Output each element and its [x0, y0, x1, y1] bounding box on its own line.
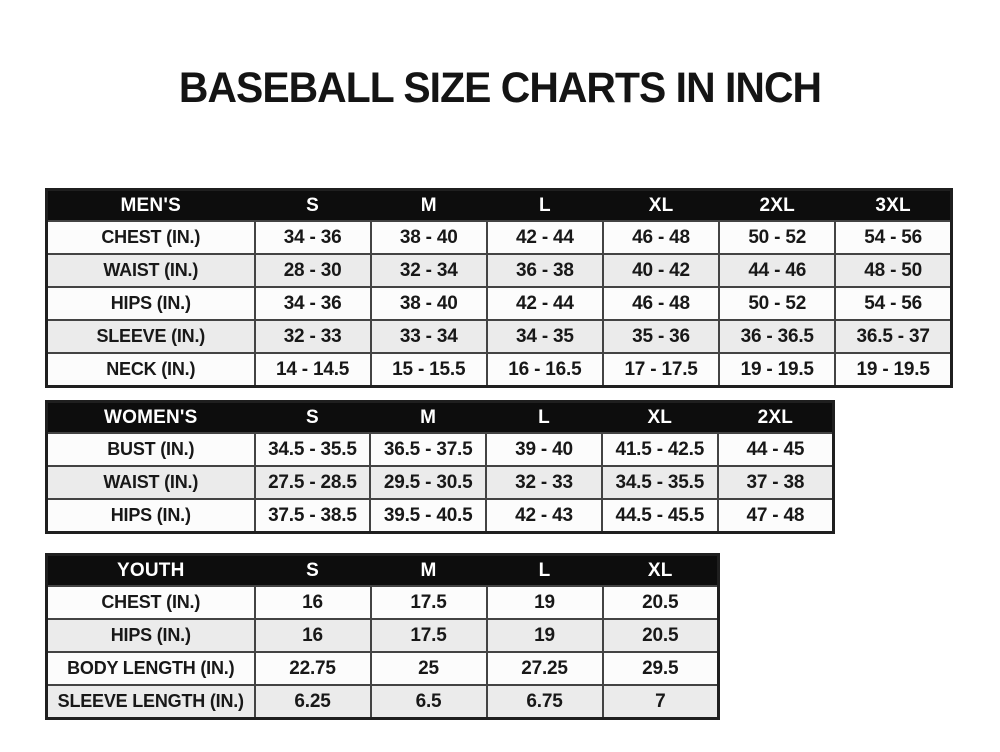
size-value-cell: 17 - 17.5	[603, 353, 719, 387]
table-row	[47, 221, 952, 254]
size-column-header: L	[487, 555, 603, 587]
measurement-label-cell: WAIST (IN.)	[47, 254, 255, 287]
size-value-cell: 38 - 40	[371, 221, 487, 254]
size-value-cell: 19 - 19.5	[719, 353, 835, 387]
size-value-cell: 16	[255, 586, 371, 619]
table-row	[47, 353, 952, 387]
size-value-cell: 36.5 - 37	[835, 320, 951, 353]
size-column-header: 2XL	[719, 190, 835, 222]
size-value-cell: 42 - 43	[486, 499, 602, 533]
size-value-cell: 29.5 - 30.5	[370, 466, 486, 499]
size-value-cell: 32 - 33	[486, 466, 602, 499]
womens-size-table	[45, 400, 835, 534]
size-value-cell: 35 - 36	[603, 320, 719, 353]
size-value-cell: 50 - 52	[719, 221, 835, 254]
size-value-cell: 48 - 50	[835, 254, 951, 287]
measurement-label-cell: SLEEVE (IN.)	[47, 320, 255, 353]
size-value-cell: 15 - 15.5	[371, 353, 487, 387]
size-value-cell: 34 - 36	[255, 287, 371, 320]
youth-size-table	[45, 553, 720, 720]
table-header-row	[47, 190, 952, 222]
size-value-cell: 19 - 19.5	[835, 353, 951, 387]
measurement-label-cell: NECK (IN.)	[47, 353, 255, 387]
table-row	[47, 466, 834, 499]
table-row	[47, 685, 719, 719]
size-value-cell: 16 - 16.5	[487, 353, 603, 387]
size-value-cell: 29.5	[603, 652, 719, 685]
size-value-cell: 42 - 44	[487, 221, 603, 254]
table-title-cell: MEN'S	[47, 190, 255, 222]
measurement-label-cell: CHEST (IN.)	[47, 586, 255, 619]
mens-size-table	[45, 188, 953, 388]
size-value-cell: 36 - 36.5	[719, 320, 835, 353]
size-value-cell: 50 - 52	[719, 287, 835, 320]
size-value-cell: 36.5 - 37.5	[370, 433, 486, 466]
size-value-cell: 20.5	[603, 619, 719, 652]
table-row	[47, 499, 834, 533]
size-value-cell: 42 - 44	[487, 287, 603, 320]
size-value-cell: 16	[255, 619, 371, 652]
size-column-header: S	[255, 555, 371, 587]
size-value-cell: 20.5	[603, 586, 719, 619]
size-column-header: S	[255, 402, 371, 434]
measurement-label-cell: WAIST (IN.)	[47, 466, 255, 499]
table-header-row	[47, 555, 719, 587]
size-column-header: M	[371, 555, 487, 587]
size-value-cell: 25	[371, 652, 487, 685]
size-value-cell: 54 - 56	[835, 287, 951, 320]
size-column-header: M	[371, 190, 487, 222]
measurement-label-cell: HIPS (IN.)	[47, 499, 255, 533]
size-value-cell: 6.75	[487, 685, 603, 719]
size-value-cell: 46 - 48	[603, 287, 719, 320]
size-value-cell: 22.75	[255, 652, 371, 685]
size-value-cell: 39 - 40	[486, 433, 602, 466]
table-row	[47, 254, 952, 287]
size-value-cell: 36 - 38	[487, 254, 603, 287]
size-value-cell: 41.5 - 42.5	[602, 433, 718, 466]
table-row	[47, 652, 719, 685]
size-value-cell: 17.5	[371, 586, 487, 619]
measurement-label-cell: SLEEVE LENGTH (IN.)	[47, 685, 255, 719]
table-title-cell: WOMEN'S	[47, 402, 255, 434]
size-value-cell: 34.5 - 35.5	[255, 433, 371, 466]
size-value-cell: 19	[487, 619, 603, 652]
table-row	[47, 586, 719, 619]
size-value-cell: 34.5 - 35.5	[602, 466, 718, 499]
table-title-cell: YOUTH	[47, 555, 255, 587]
size-value-cell: 37 - 38	[718, 466, 834, 499]
size-value-cell: 32 - 33	[255, 320, 371, 353]
size-value-cell: 46 - 48	[603, 221, 719, 254]
size-value-cell: 37.5 - 38.5	[255, 499, 371, 533]
size-value-cell: 28 - 30	[255, 254, 371, 287]
size-column-header: XL	[603, 555, 719, 587]
size-column-header: XL	[603, 190, 719, 222]
table-row	[47, 433, 834, 466]
measurement-label-cell: HIPS (IN.)	[47, 619, 255, 652]
measurement-label-cell: BUST (IN.)	[47, 433, 255, 466]
size-value-cell: 47 - 48	[718, 499, 834, 533]
table-row	[47, 287, 952, 320]
size-value-cell: 6.5	[371, 685, 487, 719]
table-row	[47, 320, 952, 353]
size-value-cell: 6.25	[255, 685, 371, 719]
size-value-cell: 19	[487, 586, 603, 619]
measurement-label-cell: HIPS (IN.)	[47, 287, 255, 320]
size-value-cell: 44 - 45	[718, 433, 834, 466]
measurement-label-cell: CHEST (IN.)	[47, 221, 255, 254]
size-value-cell: 7	[603, 685, 719, 719]
size-value-cell: 33 - 34	[371, 320, 487, 353]
size-value-cell: 14 - 14.5	[255, 353, 371, 387]
size-column-header: M	[370, 402, 486, 434]
size-value-cell: 32 - 34	[371, 254, 487, 287]
size-column-header: 2XL	[718, 402, 834, 434]
size-value-cell: 34 - 36	[255, 221, 371, 254]
table-header-row	[47, 402, 834, 434]
size-column-header: L	[487, 190, 603, 222]
size-value-cell: 54 - 56	[835, 221, 951, 254]
size-value-cell: 17.5	[371, 619, 487, 652]
page-title: BASEBALL SIZE CHARTS IN INCH	[178, 64, 822, 112]
size-value-cell: 44 - 46	[719, 254, 835, 287]
size-column-header: XL	[602, 402, 718, 434]
size-column-header: L	[486, 402, 602, 434]
size-value-cell: 34 - 35	[487, 320, 603, 353]
measurement-label-cell: BODY LENGTH (IN.)	[47, 652, 255, 685]
size-column-header: 3XL	[835, 190, 951, 222]
size-value-cell: 38 - 40	[371, 287, 487, 320]
size-value-cell: 27.5 - 28.5	[255, 466, 371, 499]
size-value-cell: 39.5 - 40.5	[370, 499, 486, 533]
size-value-cell: 44.5 - 45.5	[602, 499, 718, 533]
size-value-cell: 40 - 42	[603, 254, 719, 287]
size-value-cell: 27.25	[487, 652, 603, 685]
table-row	[47, 619, 719, 652]
size-column-header: S	[255, 190, 371, 222]
